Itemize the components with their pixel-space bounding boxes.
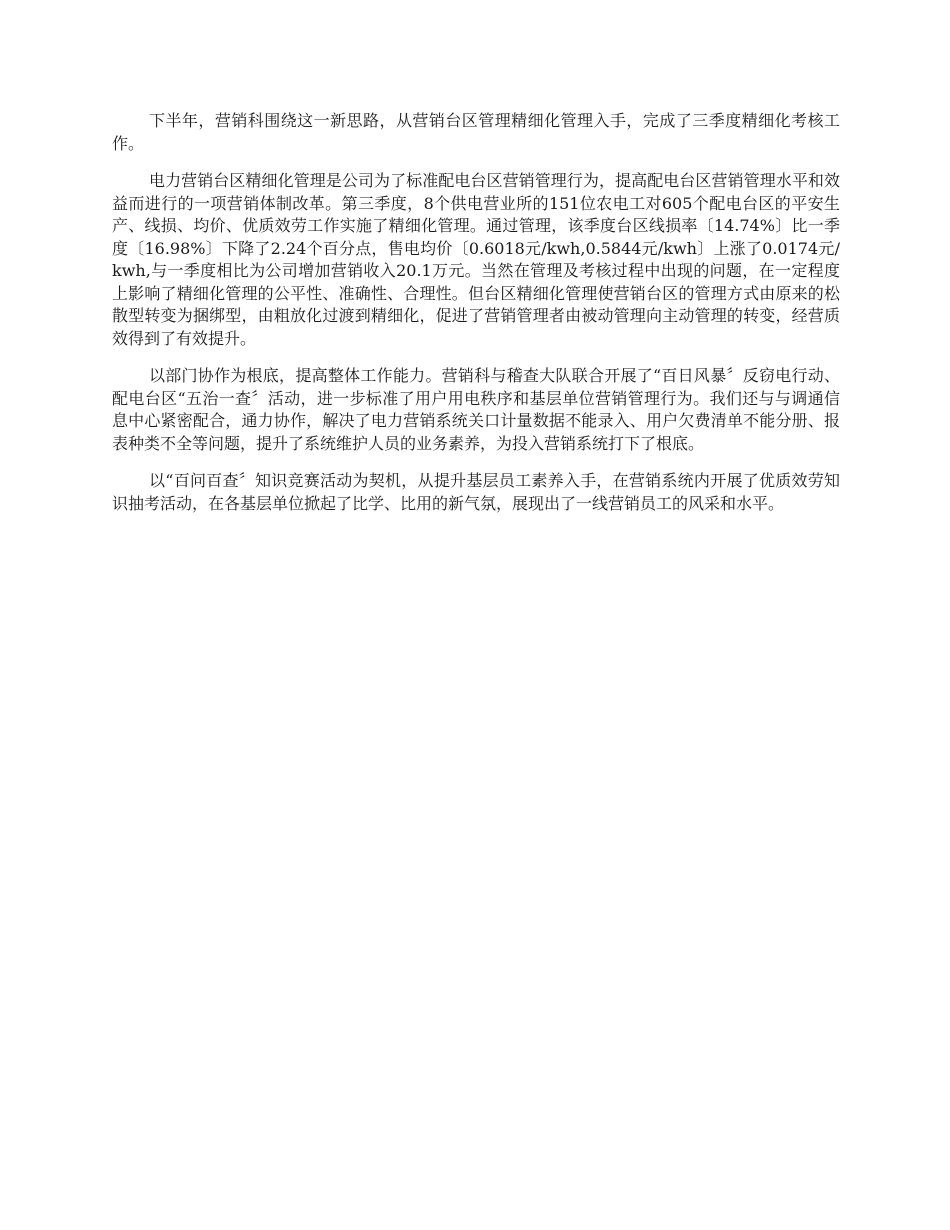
paragraph-4: 以“百问百查〞知识竞赛活动为契机，从提升基层员工素养入手，在营销系统内开展了优质效劳知识抽考活动，在各基层单位掀起了比学、比用的新气氛，展现出了一线营销员工的风采和水平。 bbox=[112, 471, 840, 513]
paragraph-1: 下半年，营销科围绕这一新思路，从营销台区管理精细化管理入手，完成了三季度精细化考核工作。 bbox=[112, 111, 840, 153]
paragraph-3: 以部门协作为根底，提高整体工作能力。营销科与稽查大队联合开展了“百日风暴〞反窃电行动、配电台区“五治一查〞活动，进一步标准了用户用电秩序和基层单位营销管理行为。我们还与与调通信息中心紧密配合，通力协作，解决了电力营销系统关口计量数据不能录入、用户欠费清单不能分册、报表种类不全等问题，提升了系统维护人员的业务素养，为投入营销系统打下了根底。 bbox=[112, 366, 840, 453]
paragraph-2: 电力营销台区精细化管理是公司为了标准配电台区营销管理行为，提高配电台区营销管理水平和效益而进行的一项营销体制改革。第三季度，8个供电营业所的151位农电工对605个配电台区的平安生产、线损、均价、优质效劳工作实施了精细化管理。通过管理，该季度台区线损率〔14.74%〕比一季度〔16.98%〕下降了2.24个百分点，售电均价〔0.6018元/kwh,0.5844元/kwh〕上涨了0.0174元/kwh,与一季度相比为公司增加营销收入20.1万元。当然在管理及考核过程中出现的问题，在一定程度上影响了精细化管理的公平性、准确性、合理性。但台区精细化管理使营销台区的管理方式由原来的松散型转变为捆绑型，由粗放化过渡到精细化，促进了营销管理者由被动管理向主动管理的转变，经营质效得到了有效提升。 bbox=[112, 171, 840, 348]
document-body bbox=[112, 110, 840, 530]
